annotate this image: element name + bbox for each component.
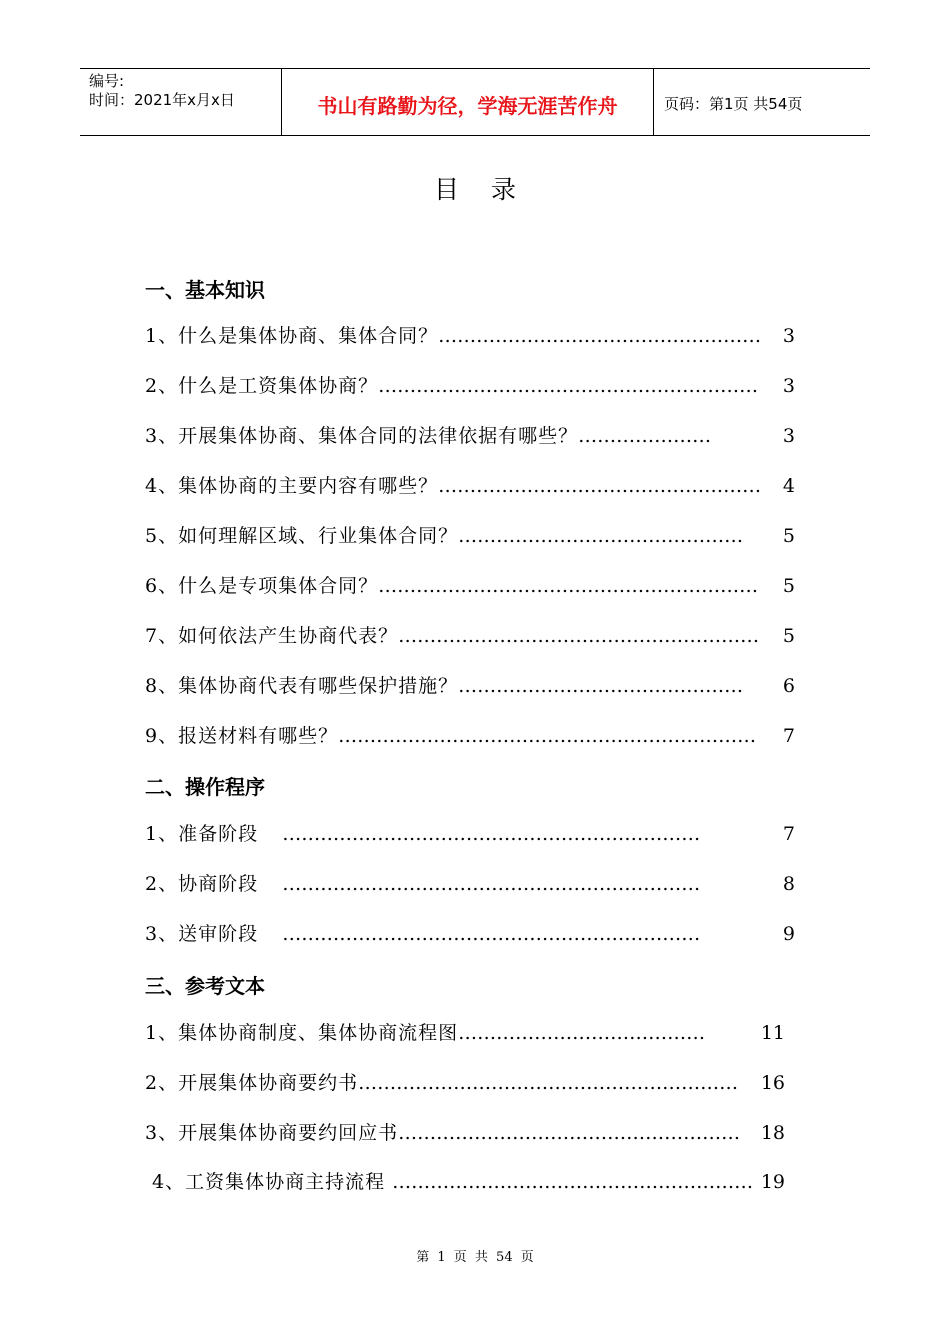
toc-entry-page: 7	[781, 722, 795, 750]
toc-entry[interactable]	[145, 422, 795, 450]
page-footer: 第 1 页 共 54 页	[416, 1250, 534, 1265]
toc-entry-text: 9、报送材料有哪些？	[145, 725, 339, 747]
toc-entry-text: 4、工资集体协商主持流程	[145, 1171, 393, 1193]
toc-entry-text: 3、开展集体协商要约回应书	[145, 1122, 399, 1144]
toc-entry[interactable]	[145, 622, 795, 650]
toc-entry[interactable]	[145, 722, 795, 750]
toc-entry[interactable]	[145, 672, 795, 700]
toc-entry[interactable]	[145, 820, 795, 848]
toc-entry-leader: ……………………………………………………	[358, 1072, 739, 1094]
toc-entry-page: 3	[781, 322, 795, 350]
toc-entry-page: 3	[781, 372, 795, 400]
toc-entry-leader: …………………………………………………………	[338, 725, 757, 747]
toc-entry-leader: …………………………………………………………	[258, 873, 701, 895]
toc-entry-leader: …………………………………	[458, 1022, 706, 1044]
toc-entry-page: 5	[781, 522, 795, 550]
toc-entry-page: 6	[781, 672, 795, 700]
toc-entry-leader: ………………………………………	[458, 525, 744, 547]
toc-entry-text: 1、什么是集体协商、集体合同？	[145, 325, 439, 347]
toc-entry-leader: …………………………………………………	[398, 625, 760, 647]
toc-entry-text: 2、开展集体协商要约书	[145, 1072, 359, 1094]
toc-entry-page: 8	[781, 870, 795, 898]
toc-entry-text: 6、什么是专项集体合同？	[145, 575, 379, 597]
toc-entry-leader: ……………………………………………………	[378, 575, 759, 597]
toc-entry-page: 3	[781, 422, 795, 450]
toc-entry-leader: ……………………………………………	[438, 475, 762, 497]
toc-entry-text: 5、如何理解区域、行业集体合同？	[145, 525, 459, 547]
section-heading-procedure: 二、操作程序	[145, 775, 265, 799]
toc-entry[interactable]	[145, 1069, 785, 1097]
toc-entry-leader: …………………………………………………………	[258, 823, 707, 845]
toc-entry-page: 16	[759, 1069, 785, 1097]
toc-entry-leader: …………………………………………………	[392, 1171, 754, 1193]
header-motto: 书山有路勤为径，学海无涯苦作舟	[282, 69, 654, 135]
toc-entry-page: 18	[759, 1119, 785, 1147]
toc-entry-leader: …………………………………………………………	[258, 923, 701, 945]
toc-entry-text: 7、如何依法产生协商代表？	[145, 625, 399, 647]
toc-entry-text: 2、协商阶段	[145, 873, 259, 895]
toc-entry-text: 2、什么是工资集体协商？	[145, 375, 379, 397]
toc-title: 目录	[433, 175, 548, 204]
toc-entry-page: 4	[781, 472, 795, 500]
toc-entry[interactable]	[145, 920, 795, 948]
toc-entry-text: 3、送审阶段	[145, 923, 259, 945]
toc-entry-page: 5	[781, 622, 795, 650]
doc-number-label: 编号:	[89, 72, 125, 90]
toc-entry-page: 19	[759, 1168, 785, 1196]
toc-entry-page: 5	[781, 572, 795, 600]
toc-entry-text: 1、准备阶段	[145, 823, 259, 845]
toc-entry[interactable]	[145, 1168, 785, 1196]
toc-entry-leader: …………………	[578, 425, 712, 447]
toc-entry-leader: ……………………………………………	[438, 325, 762, 347]
toc-entry-text: 3、开展集体协商、集体合同的法律依据有哪些？	[145, 425, 579, 447]
doc-time-label: 时间：2021年x月x日	[89, 91, 235, 109]
section-heading-basic: 一、基本知识	[145, 278, 265, 302]
toc-entry-leader: ………………………………………………	[398, 1122, 741, 1144]
toc-entry-text: 8、集体协商代表有哪些保护措施？	[145, 675, 459, 697]
toc-entry-page: 7	[781, 820, 795, 848]
toc-entry[interactable]	[145, 1119, 785, 1147]
toc-entry-page: 11	[759, 1019, 785, 1047]
header-meta	[80, 69, 282, 135]
toc-entry[interactable]	[145, 322, 795, 350]
toc-entry-leader: ………………………………………	[458, 675, 744, 697]
section-heading-reference: 三、参考文本	[145, 974, 265, 998]
toc-entry-page: 9	[781, 920, 795, 948]
toc-entry[interactable]	[145, 1019, 785, 1047]
toc-entry[interactable]	[145, 870, 795, 898]
header-page-info: 页码：第1页 共54页	[664, 94, 803, 113]
toc-entry[interactable]	[145, 522, 795, 550]
toc-entry-text: 1、集体协商制度、集体协商流程图	[145, 1022, 459, 1044]
toc-entry[interactable]	[145, 572, 795, 600]
toc-entry-leader: ……………………………………………………	[378, 375, 759, 397]
toc-entry[interactable]	[145, 472, 795, 500]
toc-entry[interactable]	[145, 372, 795, 400]
toc-entry-text: 4、集体协商的主要内容有哪些？	[145, 475, 439, 497]
document-header	[80, 68, 870, 136]
